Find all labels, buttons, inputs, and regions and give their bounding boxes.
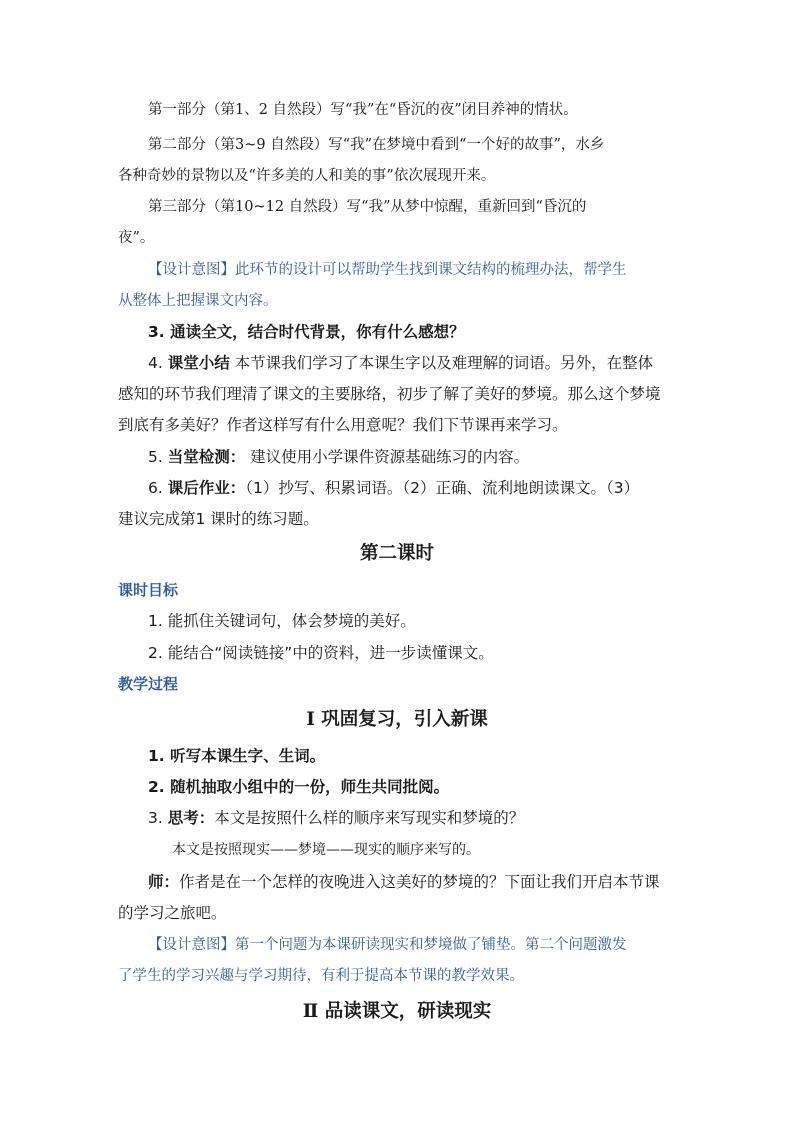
item-5-label: 当堂检测： xyxy=(167,448,246,466)
item-6-number: 6. xyxy=(148,479,168,497)
item-4-line3: 到底有多美好？作者这样写有什么用意呢？我们下节课再来学习。 xyxy=(118,416,568,434)
teacher-line2: 的学习之旅吧。 xyxy=(118,904,227,922)
step-3 xyxy=(148,808,524,828)
part1-text: 第一部分（第1、2 自然段）写“我”在“昏沉的夜”闭目养神的情状。 xyxy=(148,102,578,118)
item-6-line2: 建议完成第1 课时的练习题。 xyxy=(118,510,319,528)
teacher-label: 师： xyxy=(148,873,180,891)
step-3-text: 本文是按照什么样的顺序来写现实和梦境的？ xyxy=(214,809,525,827)
part3-text-line2: 夜”。 xyxy=(118,230,155,246)
item-4-label: 课堂小结 xyxy=(167,354,230,372)
part2-text-line1: 第二部分（第3~9 自然段）写“我”在梦境中看到“一个好的故事”，水乡 xyxy=(148,137,605,153)
item-4-number: 4. xyxy=(148,354,168,372)
item-4-text: 本节课我们学习了本课生字以及难理解的词语。另外，在整体 xyxy=(229,354,654,372)
design-intent-2-line1: 【设计意图】第一个问题为本课研读现实和梦境做了铺垫。第二个问题激发 xyxy=(148,937,627,953)
lesson-goals-label: 课时目标 xyxy=(118,581,179,599)
design-intent-1-line2: 从整体上把握课文内容。 xyxy=(118,293,278,309)
design-intent-tag: 【设计意图】 xyxy=(148,262,235,278)
teaching-process-label: 教学过程 xyxy=(118,675,179,693)
item-5 xyxy=(148,447,529,467)
lesson-2-title: 第二课时 xyxy=(359,543,434,564)
section-2-title: Ⅱ 品读课文，研读现实 xyxy=(302,1001,492,1022)
part2-text-line2: 各种奇妙的景物以及“许多美的人和美的事”依次展现开来。 xyxy=(118,168,496,184)
step-3-label: 思考： xyxy=(167,809,215,827)
step-3-answer: 本文是按照现实——梦境——现实的顺序来写的。 xyxy=(172,842,480,858)
item-5-number: 5. xyxy=(148,448,168,466)
item-6-text: （1）抄写、积累词语。（2）正确、流利地朗读课文。（3） xyxy=(245,479,640,497)
teacher-text: 作者是在一个怎样的夜晚进入这美好的梦境的？下面让我们开启本节课 xyxy=(179,873,660,891)
item-4-line1 xyxy=(148,353,653,373)
step-2: 2. 随机抽取小组中的一份，师生共同批阅。 xyxy=(148,778,450,796)
part3-text-line1: 第三部分（第10~12 自然段）写“我”从梦中惊醒，重新回到“昏沉的 xyxy=(148,199,587,215)
item-6-label: 课后作业： xyxy=(167,479,246,497)
design-intent-text: 此环节的设计可以帮助学生找到课文结构的梳理办法，帮学生 xyxy=(235,262,627,278)
item-4-line2: 感知的环节我们理清了课文的主要脉络，初步了解了美好的梦境。那么这个梦境 xyxy=(118,385,661,403)
design-intent-2-line2: 了学生的学习兴趣与学习期待，有利于提高本节课的教学效果。 xyxy=(118,968,524,984)
goal-2: 2. 能结合“阅读链接”中的资料，进一步读懂课文。 xyxy=(148,644,494,662)
goal-1: 1. 能抓住关键词句，体会梦境的美好。 xyxy=(148,612,416,630)
item-6-line1 xyxy=(148,478,639,498)
item-5-text: 建议使用小学课件资源基础练习的内容。 xyxy=(245,448,530,466)
section-1-title: Ⅰ 巩固复习，引入新课 xyxy=(306,709,488,730)
item-3: 3. 通读全文，结合时代背景，你有什么感想？ xyxy=(148,323,465,341)
step-1: 1. 听写本课生字、生词。 xyxy=(148,747,326,765)
design-intent-1-line1 xyxy=(148,260,627,280)
step-3-number: 3. xyxy=(148,809,168,827)
teacher-line1 xyxy=(148,872,660,892)
